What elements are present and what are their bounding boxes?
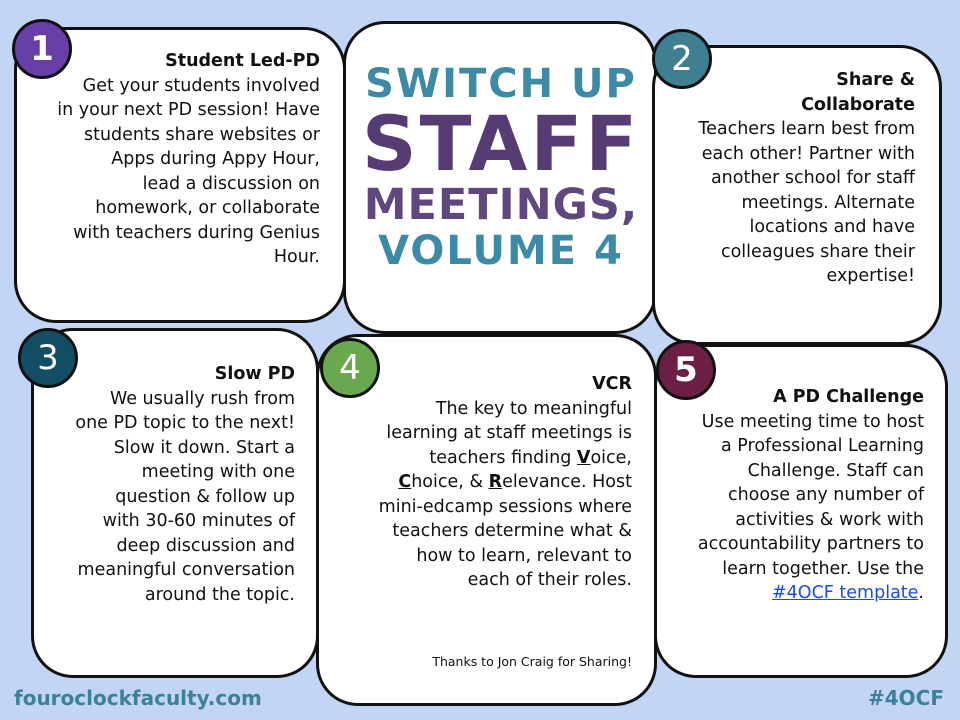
- card-1-line: Get your students involved: [82, 75, 320, 96]
- title-line-4: VOLUME 4: [378, 228, 624, 274]
- badge-number-1: 1: [12, 19, 72, 79]
- card-5-line: activities & work with: [735, 509, 924, 530]
- page-title: [356, 61, 646, 274]
- title-line-3: MEETINGS,: [363, 180, 639, 230]
- card-4-text-fragment: hoice, &: [411, 472, 489, 492]
- relevance-letter: R: [488, 472, 503, 492]
- card-1-line: Apps during Appy Hour,: [111, 149, 320, 169]
- card-3-line: Slow it down. Start a: [113, 437, 295, 458]
- card-3-heading: Slow PD: [214, 364, 295, 384]
- badge-number-2: 2: [652, 29, 712, 89]
- card-5-line: learn together. Use the: [722, 558, 924, 579]
- card-4-text-fragment: elevance. Host: [502, 472, 632, 492]
- card-3-line: meeting with one: [141, 462, 295, 482]
- card-3-line: one PD topic to the next!: [75, 413, 295, 433]
- footer-hashtag: #4OCF: [867, 686, 944, 710]
- card-3-line: deep discussion and: [116, 535, 295, 556]
- thanks-credit: Thanks to Jon Craig for Sharing!: [432, 654, 632, 669]
- card-4-line: each of their roles.: [467, 570, 632, 590]
- card-4-line: learning at staff meetings is: [386, 423, 632, 443]
- card-1-line: lead a discussion on: [142, 173, 320, 194]
- card-2-line: colleagues share their: [720, 241, 915, 262]
- card-1-heading: Student Led-PD: [165, 51, 320, 71]
- badge-number-5: 5: [656, 340, 716, 400]
- card-3-line: around the topic.: [144, 584, 295, 605]
- card-1-text: [30, 49, 320, 270]
- card-3-text: [40, 362, 295, 607]
- badge-number-4: 4: [320, 338, 380, 398]
- card-4-text-fragment: oice,: [590, 447, 632, 468]
- card-1-line: Hour.: [273, 247, 320, 267]
- card-4-line: how to learn, relevant to: [416, 545, 632, 566]
- card-1-line: with teachers during Genius: [73, 222, 320, 243]
- card-4-line: [340, 470, 632, 495]
- 4ocf-template-link[interactable]: #4OCF template: [772, 583, 919, 603]
- card-4-text-fragment: teachers finding: [429, 447, 577, 468]
- card-2-line: locations and have: [749, 217, 915, 237]
- card-4-line: [340, 446, 632, 471]
- card-4-line: The key to meaningful: [435, 398, 632, 419]
- voice-letter: V: [576, 447, 591, 468]
- card-5-text: [668, 385, 924, 606]
- card-1-line: homework, or collaborate: [95, 198, 320, 218]
- card-4-line: mini-edcamp sessions where: [378, 496, 632, 517]
- card-5-line: a Professional Learning: [721, 436, 924, 456]
- card-2-line: another school for staff: [710, 168, 915, 188]
- card-2-heading: Collaborate: [801, 94, 915, 115]
- card-2-line: each other! Partner with: [701, 143, 915, 164]
- card-5-line: choose any number of: [727, 485, 924, 505]
- card-3-line: meaningful conversation: [77, 560, 295, 580]
- badge-number-3: 3: [18, 328, 78, 388]
- card-3-line: question & follow up: [115, 486, 295, 507]
- footer-website: fouroclockfaculty.com: [14, 686, 262, 710]
- card-5-line: Use meeting time to host: [701, 411, 924, 432]
- card-1-line: students share websites or: [83, 124, 320, 145]
- title-line-1: SWITCH UP: [365, 61, 637, 107]
- card-4-line: teachers determine what &: [392, 521, 632, 541]
- card-4-text: [340, 372, 632, 593]
- card-5-line: [668, 581, 924, 606]
- card-5-heading: A PD Challenge: [773, 387, 924, 407]
- card-5-line: Challenge. Staff can: [747, 460, 924, 481]
- card-3-line: with 30-60 minutes of: [102, 511, 295, 531]
- card-4-heading: VCR: [592, 374, 632, 394]
- card-1-line: in your next PD session! Have: [57, 100, 320, 120]
- card-5-period: .: [918, 583, 924, 603]
- title-line-2: STAFF: [361, 99, 641, 188]
- card-3-line: We usually rush from: [109, 388, 295, 409]
- card-5-line: accountability partners to: [697, 534, 924, 554]
- card-2-heading: Share &: [836, 70, 915, 90]
- card-2-text: [665, 68, 915, 289]
- card-2-line: expertise!: [826, 266, 915, 286]
- choice-letter: C: [398, 472, 412, 492]
- card-2-line: Teachers learn best from: [698, 119, 915, 139]
- card-2-line: meetings. Alternate: [741, 192, 915, 213]
